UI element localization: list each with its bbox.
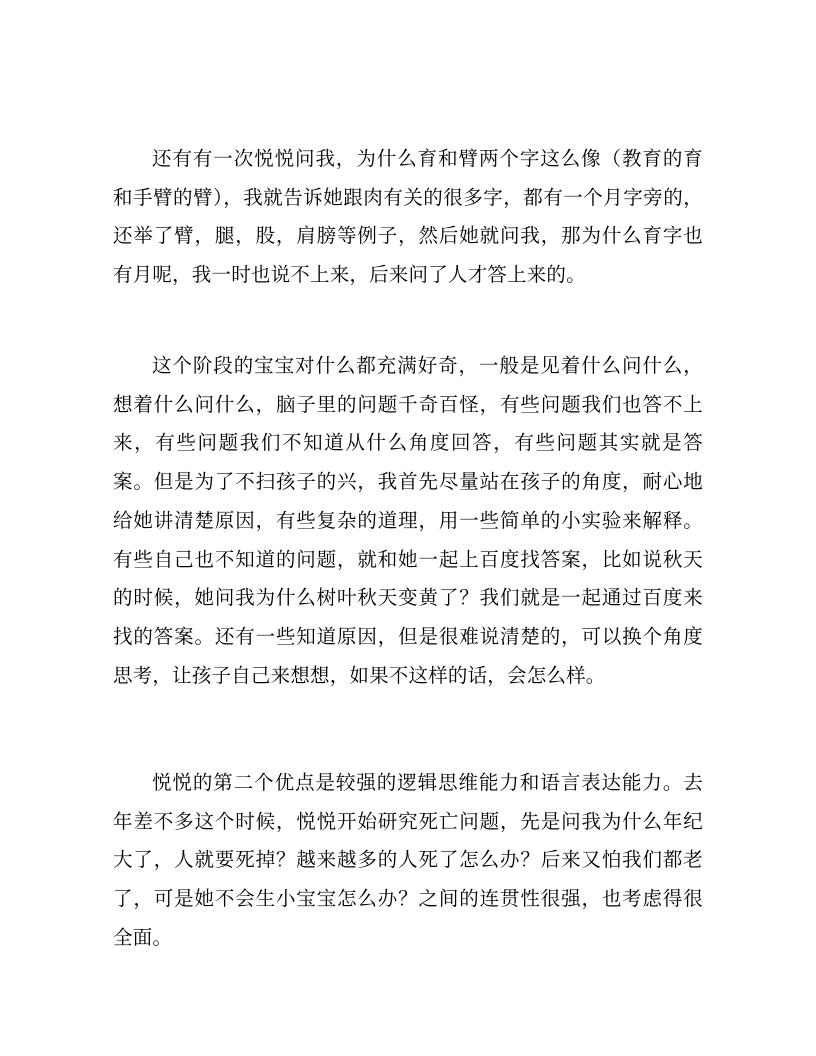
paragraph-2: 这个阶段的宝宝对什么都充满好奇，一般是见着什么问什么，想着什么问什么，脑子里的问题千奇百怪，有些问题我们也答不上来，有些问题我们不知道从什么角度回答，有些问题其实就是答案。但是为了不扫孩子的兴，我首先尽量站在孩子的角度，耐心地给她讲清楚原因，有些复杂的道理，用一些简单的小实验来解释。有些自己也不知道的问题，就和她一起上百度找答案，比如说秋天的时候，她问我为什么树叶秋天变黄了？我们就是一起通过百度来找的答案。还有一些知道原因，但是很难说清楚的，可以换个角度思考，让孩子自己来想想，如果不这样的话，会怎么样。: [113, 354, 703, 687]
paragraph-3: 悦悦的第二个优点是较强的逻辑思维能力和语言表达能力。去年差不多这个时候，悦悦开始研究死亡问题，先是问我为什么年纪大了，人就要死掉？越来越多的人死了怎么办？后来又怕我们都老了，可是她不会生小宝宝怎么办？之间的连贯性很强，也考虑得很全面。: [113, 771, 703, 949]
paragraph-1: 还有有一次悦悦问我，为什么育和臂两个字这么像（教育的育和手臂的臂），我就告诉她跟肉有关的很多字，都有一个月字旁的，还举了臂，腿，股，肩膀等例子，然后她就问我，那为什么育字也有月呢，我一时也说不上来，后来问了人才答上来的。: [113, 147, 703, 287]
